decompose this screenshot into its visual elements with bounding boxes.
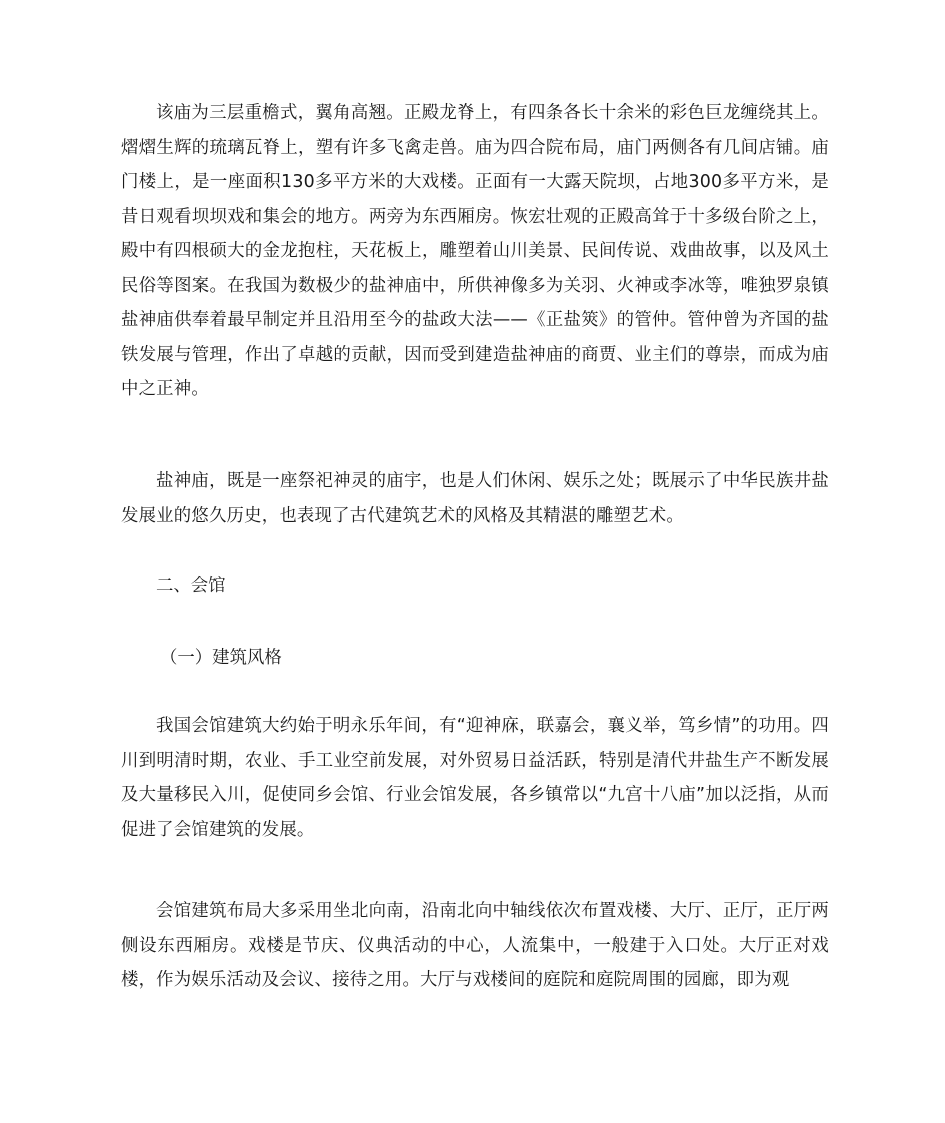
subsection-heading: （一）建筑风格 — [160, 648, 282, 668]
paragraph-guild-hall-layout: 会馆建筑布局大多采用坐北向南，沿南北向中轴线依次布置戏楼、大厅、正厅，正厅两侧设东西厢房。戏楼是节庆、仪典活动的中心，人流集中，一般建于入口处。大厅正对戏楼，作为娱乐活动及会议、接待之用。大厅与戏楼间的庭院和庭院周围的园廊，即为观 — [121, 901, 829, 990]
paragraph-salt-temple-summary: 盐神庙，既是一座祭祀神灵的庙宇，也是人们休闲、娱乐之处；既展示了中华民族井盐发展业的悠久历史，也表现了古代建筑艺术的风格及其精湛的雕塑艺术。 — [121, 471, 829, 526]
paragraph-salt-temple-description: 该庙为三层重檐式，翼角高翘。正殿龙脊上，有四条各长十余米的彩色巨龙缠绕其上。熠熠生辉的琉璃瓦脊上，塑有许多飞禽走兽。庙为四合院布局，庙门两侧各有几间店铺。庙门楼上，是一座面积130多平方米的大戏楼。正面有一大露天院坝，占地300多平方米，是昔日观看坝坝戏和集会的地方。两旁为东西厢房。恢宏壮观的正殿高耸于十多级台阶之上，殿中有四根硕大的金龙抱柱，天花板上，雕塑着山川美景、民间传说、戏曲故事，以及风土民俗等图案。在我国为数极少的盐神庙中，所供神像多为关羽、火神或李冰等，唯独罗泉镇盐神庙供奉着最早制定并且沿用至今的盐政大法——《正盐筴》的管仲。管仲曾为齐国的盐铁发展与管理，作出了卓越的贡献，因而受到建造盐神庙的商贾、业主们的尊崇，而成为庙中之正神。 — [121, 103, 829, 399]
paragraph-guild-hall-origin: 我国会馆建筑大约始于明永乐年间，有“迎神庥，联嘉会，襄义举，笃乡情”的功用。四川到明清时期，农业、手工业空前发展，对外贸易日益活跃，特别是清代井盐生产不断发展及大量移民入川，促使同乡会馆、行业会馆发展，各乡镇常以“九宫十八庙”加以泛指，从而促进了会馆建筑的发展。 — [121, 716, 829, 840]
section-heading: 二、会馆 — [156, 576, 226, 596]
